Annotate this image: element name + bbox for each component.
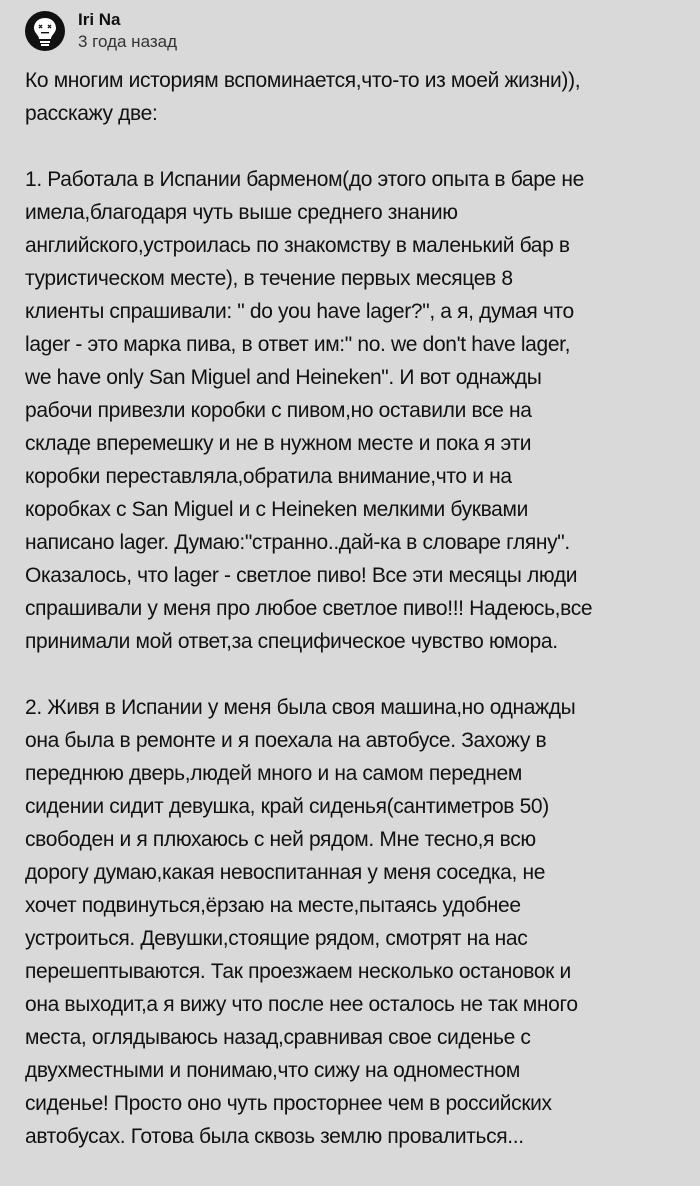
text-line: 1. Работала в Испании барменом(до этого опыта в баре не: [25, 168, 584, 191]
text-line: сидении сидит девушка, край сиденья(сантиметров 50): [25, 795, 549, 818]
text-line: we have only San Miguel and Heineken". И вот однажды: [25, 366, 542, 389]
text-line: места, оглядываюсь назад,сравнивая свое сиденье с: [25, 1026, 531, 1049]
text-line: рабочи привезли коробки с пивом,но оставили все на: [25, 399, 532, 422]
text-line: спрашивали у меня про любое светлое пиво!!! Надеюсь,все: [25, 597, 593, 620]
text-line: английского,устроилась по знакомству в маленький бар в: [25, 234, 570, 257]
comment-time: 3 года назад: [78, 32, 178, 51]
comment-header: [25, 6, 177, 56]
paragraph: [25, 64, 695, 130]
paragraph: [25, 691, 695, 1153]
text-line: клиенты спрашивали: " do you have lager?", а я, думая что: [25, 300, 574, 323]
text-line: автобусах. Готова была сквозь землю провалиться...: [25, 1125, 524, 1148]
text-line: туристическом месте), в течение первых месяцев 8: [25, 267, 513, 290]
text-line: складе вперемешку и не в нужном месте и пока я эти: [25, 432, 532, 455]
text-line: 2. Живя в Испании у меня была своя машина,но однажды: [25, 696, 576, 719]
author-name[interactable]: Iri Na: [78, 10, 121, 29]
text-line: принимали мой ответ,за специфическое чувство юмора.: [25, 630, 558, 653]
text-line: дорогу думаю,какая невоспитанная у меня соседка, не: [25, 861, 546, 884]
text-line: она была в ремонте и я поехала на автобусе. Захожу в: [25, 729, 547, 752]
comment-body: [25, 64, 695, 1186]
text-line: устроиться. Девушки,стоящие рядом, смотрят на нас: [25, 927, 528, 950]
text-line: сиденье! Просто оно чуть просторнее чем в российских: [25, 1092, 552, 1115]
text-line: она выходит,а я вижу что после нее осталось не так много: [25, 993, 578, 1016]
text-line: свободен и я плюхаюсь с ней рядом. Мне тесно,я всю: [25, 828, 536, 851]
text-line: имела,благодаря чуть выше среднего знанию: [25, 201, 458, 224]
text-line: двухместными и понимаю,что сижу на одноместном: [25, 1059, 520, 1082]
text-line: написано lager. Думаю:"странно..дай-ка в словаре гляну".: [25, 531, 570, 554]
text-line: хочет подвинуться,ёрзаю на месте,пытаясь удобнее: [25, 894, 521, 917]
text-line: коробки переставляла,обратила внимание,что и на: [25, 465, 512, 488]
text-line: коробках с San Miguel и с Heineken мелкими буквами: [25, 498, 528, 521]
text-line: Оказалось, что lager - светлое пиво! Все эти месяцы люди: [25, 564, 578, 587]
avatar[interactable]: [25, 11, 65, 51]
text-line: lager - это марка пива, в ответ им:" no. we don't have lager,: [25, 333, 571, 356]
text-line: перешептываются. Так проезжаем несколько остановок и: [25, 960, 571, 983]
paragraph: [25, 163, 695, 658]
text-line: переднюю дверь,людей много и на самом переднем: [25, 762, 522, 785]
text-line: Ко многим историям вспоминается,что-то из моей жизни)),: [25, 69, 581, 92]
text-line: расскажу две:: [25, 102, 158, 125]
